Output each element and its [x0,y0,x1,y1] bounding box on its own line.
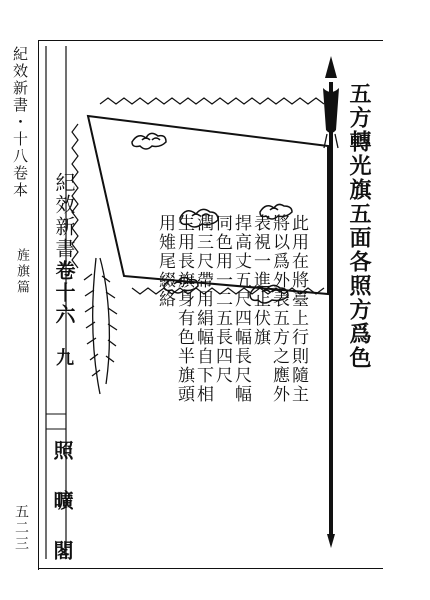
caption-column: 此用在將臺上行則隨主 [288,214,308,404]
caption-column: 潤三尺帶用絹幅自下相 [193,214,213,404]
page-number: 五二三 [13,504,29,552]
frame-bottom [38,568,383,569]
publisher-mark: 照 曠 閣 [50,440,74,563]
fold-page-number: 九 [53,348,74,366]
fold-volume: 卷十六 [52,260,76,326]
flag-pole-icon [323,56,339,548]
caption-column: 用雉尾綴絡 [155,214,175,309]
fold-title: 紀效新書 [52,172,76,260]
book-title: 紀效新書・十八卷本 [11,46,29,199]
caption-column: 生用長旗身有色半旗頭 [174,214,194,404]
fold-book-title [50,172,79,326]
caption-column: 將以爲外表五方之應外 [269,214,289,404]
caption-block [156,214,308,514]
plate-heading: 五方轉光旗五面各照方爲色 [346,82,372,370]
frame-top [38,40,383,41]
caption-column: 捍高丈五尺四幅長尺幅 [231,214,251,404]
feather-tassel-icon [84,258,117,394]
caption-column: 同色用一二五長四尺 [212,214,232,385]
margin-rule [38,40,39,570]
chapter-title: 旌旗篇 [14,248,29,296]
caption-column: 表視一進止伏旗 [250,214,270,347]
